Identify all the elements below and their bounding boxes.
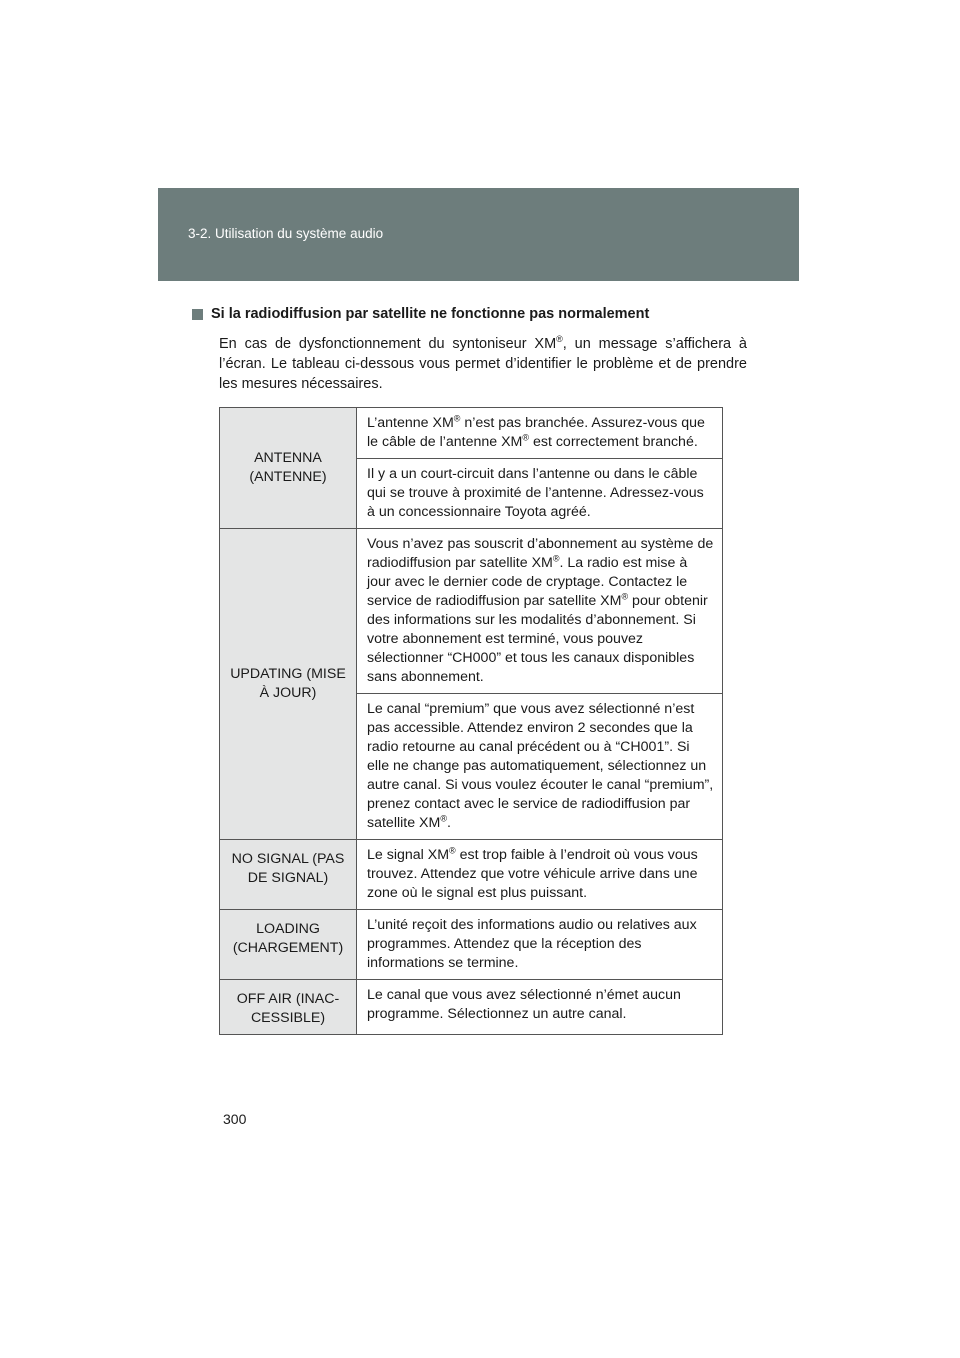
table-row — [220, 980, 723, 1035]
troubleshooting-section — [192, 306, 747, 394]
message-description: L’antenne XM® n’est pas branchée. Assurez-vous que le câble de l’antenne XM® est correctement branché. — [357, 408, 723, 459]
table-row — [220, 408, 723, 459]
heading-text: Si la radiodiffusion par satellite ne fonctionne pas normalement — [211, 306, 650, 322]
page-number: 300 — [223, 1111, 247, 1127]
message-code: LOADING (CHARGEMENT) — [220, 910, 357, 980]
message-table — [219, 407, 723, 1035]
table-row — [220, 910, 723, 980]
message-code: NO SIGNAL (PAS DE SIGNAL) — [220, 840, 357, 910]
table-row — [220, 529, 723, 694]
message-description: Vous n’avez pas souscrit d’abonnement au système de radiodiffusion par satellite XM®. La radio est mise à jour avec le dernier code de cryptage. Contactez le service de radiodiffusion par satellite XM® pour obtenir des informations sur les modalités d’abonnement. Si votre abonnement est terminé, vous pouvez sélectionner “CH000” et tous les canaux disponibles sans abonnement. — [357, 529, 723, 694]
message-description: Le canal “premium” que vous avez sélectionné n’est pas accessible. Attendez environ 2 secondes que la radio retourne au canal précédent ou à “CH001”. Si elle ne change pas automatiquement, sélectionnez un autre canal. Si vous voulez écouter le canal “premium”, prenez contact avec le service de radiodiffusion par satellite XM®. — [357, 694, 723, 840]
intro-paragraph: En cas de dysfonctionnement du syntoniseur XM®, un message s’affichera à l’écran. Le tableau ci-dessous vous permet d’identifier le problème et de prendre les mesures nécessaires. — [219, 334, 747, 392]
message-description: Le signal XM® est trop faible à l’endroit où vous vous trouvez. Attendez que votre véhicule arrive dans une zone où le signal est plus puissant. — [357, 840, 723, 910]
chapter-header — [158, 188, 799, 281]
table-row — [220, 840, 723, 910]
message-code: ANTENNA (ANTENNE) — [220, 408, 357, 529]
square-bullet-icon — [192, 309, 203, 320]
registered-mark: ® — [556, 334, 563, 345]
section-title: 3-2. Utilisation du système audio — [188, 226, 384, 241]
message-description: Le canal que vous avez sélectionné n’émet aucun programme. Sélectionnez un autre canal. — [357, 980, 723, 1035]
message-code: UPDATING (MISE À JOUR) — [220, 529, 357, 840]
message-description: Il y a un court-circuit dans l’antenne ou dans le câble qui se trouve à proximité de l’antenne. Adressez-vous à un concessionnaire Toyota agréé. — [357, 459, 723, 529]
message-description: L’unité reçoit des informations audio ou relatives aux programmes. Attendez que la réception des informations se termine. — [357, 910, 723, 980]
message-code: OFF AIR (INACCESSIBLE) — [220, 980, 357, 1035]
section-heading — [192, 306, 747, 322]
